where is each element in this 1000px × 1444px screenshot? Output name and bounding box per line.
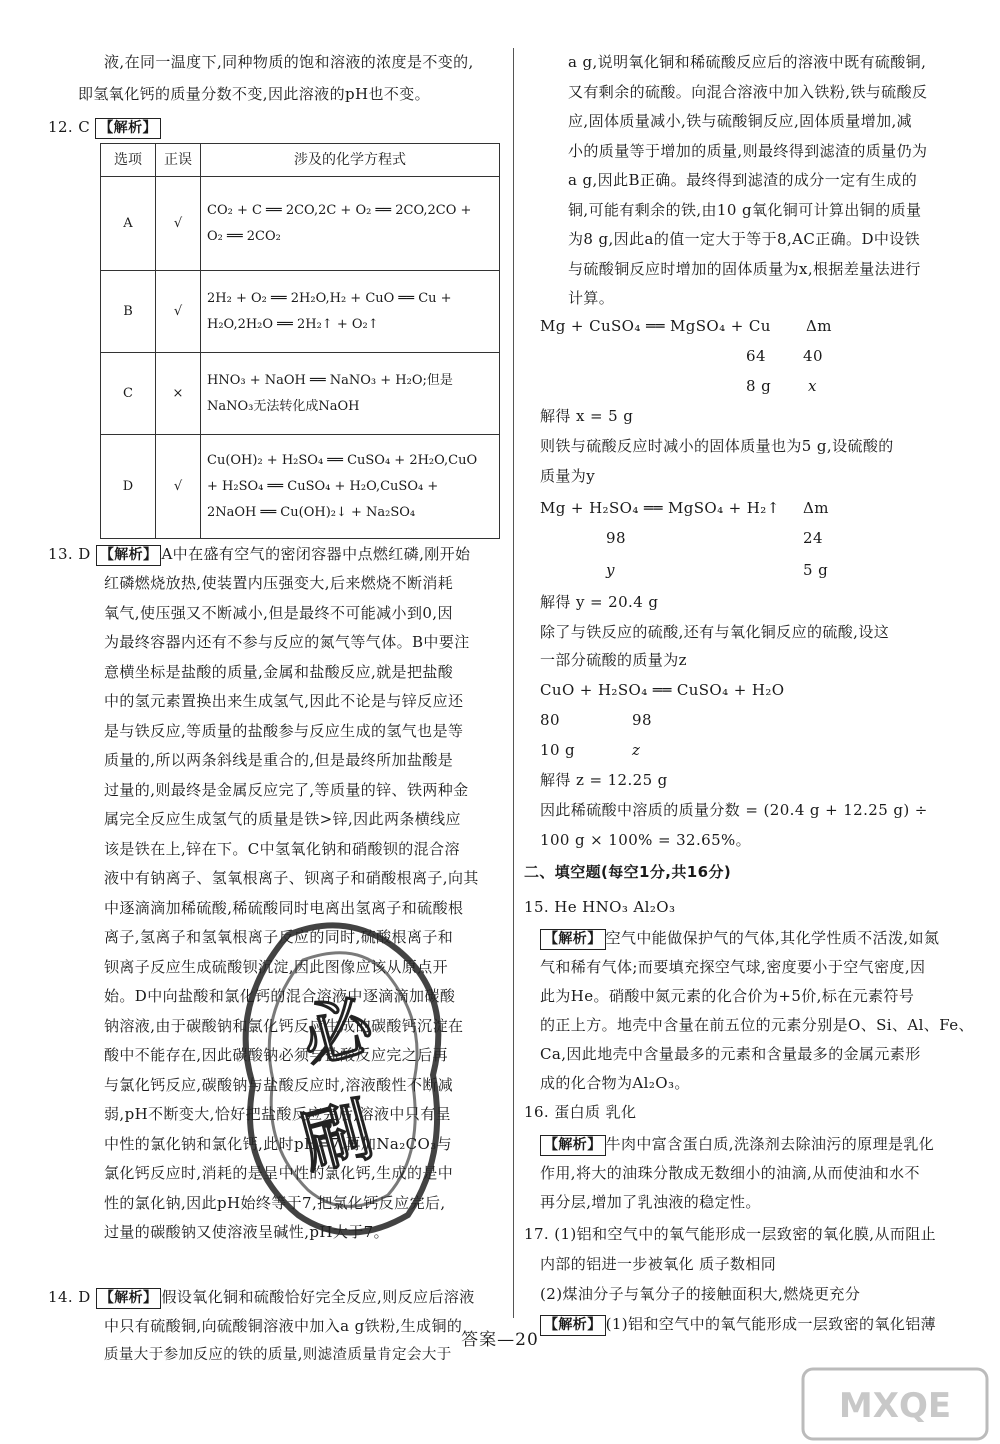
text-line: 弱,pH不断变大,恰好把盐酸反应完后,溶液中只有呈 (104, 1105, 451, 1123)
text-line: 中的氢元素置换出来生成氢气,因此不论是与锌反应还 (104, 692, 464, 710)
option-cell: A (101, 177, 156, 271)
value: x (808, 377, 817, 395)
text-line: 小的质量等于增加的质量,则最终得到滤渣的质量仍为 (568, 141, 928, 160)
svg-text:刷: 刷 (292, 1088, 382, 1186)
text-line: 液,在同一温度下,同种物质的饱和溶液的浓度是不变的, (104, 53, 474, 71)
value: z (632, 741, 641, 759)
question-number: 13. D (48, 545, 91, 563)
value: 80 (540, 711, 560, 729)
delta-m: Δm (806, 317, 832, 335)
text-line: 中性的氯化钠和氯化钙,此时pH=7,再加Na₂CO₃与 (104, 1134, 453, 1153)
text-line: a g,因此B正确。最终得到滤渣的成分一定有生成的 (568, 171, 918, 189)
equation-line: H₂O,2H₂O ══ 2H₂↑ + O₂↑ (207, 316, 379, 332)
text-line: 与氯化钙反应,碳酸钠与盐酸反应时,溶液酸性不断减 (104, 1075, 454, 1094)
text-line: 成的化合物为Al₂O₃。 (540, 1074, 690, 1092)
delta-m: Δm (803, 499, 829, 517)
value: 98 (606, 529, 626, 547)
text-line: 酸中不能存在,因此碳酸钠必须与盐酸反应完之后再 (104, 1046, 448, 1064)
text-line: 过量的碳酸钠又使溶液呈碱性,pH大于7。 (104, 1223, 389, 1241)
text-line: Ca,因此地壳中含量最多的元素和含量最多的金属元素形 (540, 1045, 921, 1063)
analysis-tag: 【解析】 (540, 929, 606, 950)
equation-1: Mg + CuSO₄ ══ MgSO₄ + Cu (540, 317, 771, 335)
question-15-analysis (540, 924, 939, 953)
equation-cell (201, 435, 500, 539)
solution: 解得 x = 5 g (540, 407, 634, 425)
equation-line: O₂ ══ 2CO₂ (207, 228, 281, 244)
text-line: 100 g × 100% = 32.65%。 (540, 831, 752, 849)
text-line: 空气中能做保护气的气体,其化学性质不活泼,如氮 (605, 929, 940, 947)
question-14 (48, 1283, 475, 1312)
question-16: 16. 蛋白质 乳化 (524, 1103, 637, 1121)
option-cell: B (101, 271, 156, 353)
value: 64 (746, 347, 766, 365)
equation-line: 2NaOH ══ Cu(OH)₂↓ + Na₂SO₄ (207, 504, 416, 520)
analysis-tag: 【解析】 (95, 118, 161, 139)
correct-cell: √ (156, 435, 201, 539)
question-number: 12. C (48, 118, 91, 136)
value: 5 g (803, 561, 829, 579)
equation-line: + H₂SO₄ ══ CuSO₄ + H₂O,CuSO₄ + (207, 478, 439, 494)
text-line: 计算。 (568, 289, 615, 307)
equation-3: CuO + H₂SO₄ ══ CuSO₄ + H₂O (540, 681, 785, 699)
page-number: 答案—20 (461, 1330, 539, 1350)
table-header: 涉及的化学方程式 (201, 144, 500, 177)
question-number: 14. D (48, 1288, 91, 1306)
text-line: 假设氧化铜和硫酸恰好完全反应,则反应后溶液 (161, 1288, 475, 1306)
value: 98 (632, 711, 652, 729)
text-line: 又有剩余的硫酸。向混合溶液中加入铁粉,铁与硫酸反 (568, 82, 928, 101)
equation-table (100, 143, 500, 539)
text-line: 红磷燃烧放热,使装置内压强变大,后来燃烧不断消耗 (104, 574, 454, 592)
text-line: (1)铝和空气中的氧气能形成一层致密的氧化铝薄 (605, 1315, 937, 1333)
value: 24 (803, 529, 823, 547)
question-13 (48, 540, 470, 569)
equation-line: NaNO₃无法转化成NaOH (207, 398, 360, 414)
text-line: 意横坐标是盐酸的质量,金属和盐酸反应,就是把盐酸 (104, 662, 454, 681)
equation-2: Mg + H₂SO₄ ══ MgSO₄ + H₂↑ (540, 499, 780, 517)
text-line: 中只有硫酸铜,向硫酸铜溶液中加入a g铁粉,生成铜的 (104, 1317, 463, 1335)
solution: 解得 y = 20.4 g (540, 593, 659, 611)
text-line: 此为He。硝酸中氮元素的化合价为+5价,标在元素符号 (540, 987, 915, 1005)
question-16-analysis (540, 1130, 934, 1159)
text-line: 再分层,增加了乳浊液的稳定性。 (540, 1193, 761, 1211)
analysis-tag: 【解析】 (540, 1315, 606, 1336)
analysis-tag: 【解析】 (540, 1135, 606, 1156)
equation-cell (201, 271, 500, 353)
text-line: 因此稀硫酸中溶质的质量分数 = (20.4 g + 12.25 g) ÷ (540, 801, 928, 819)
correct-cell: × (156, 353, 201, 435)
value: 8 g (746, 377, 772, 395)
text-line: 中逐滴滴加稀硫酸,稀硫酸同时电离出氢离子和硫酸根 (104, 898, 464, 917)
equation-line: Cu(OH)₂ + H₂SO₄ ══ CuSO₄ + 2H₂O,CuO (207, 452, 478, 468)
text-line: 钠溶液,由于碳酸钠和氯化钙反应生成的碳酸钙沉淀在 (104, 1016, 464, 1035)
value: 10 g (540, 741, 576, 759)
text-line: (2)煤油分子与氧分子的接触面积大,燃烧更充分 (540, 1285, 861, 1303)
option-cell: C (101, 353, 156, 435)
text-line: 液中有钠离子、氢氧根离子、钡离子和硝酸根离子,向其 (104, 869, 479, 887)
value: 40 (803, 347, 823, 365)
text-line: 氧气,使压强又不断减小,但是最终不可能减小到0,因 (104, 603, 453, 622)
equation-cell (201, 353, 500, 435)
text-line: 应,固体质量减小,铁与硫酸铜反应,固体质量增加,减 (568, 112, 913, 130)
question-15: 15. He HNO₃ Al₂O₃ (524, 898, 676, 916)
equation-cell (201, 177, 500, 271)
text-line: 内部的铝进一步被氧化 质子数相同 (540, 1255, 777, 1273)
solution: 解得 z = 12.25 g (540, 771, 668, 789)
text-line: A中在盛有空气的密闭容器中点燃红磷,刚开始 (161, 545, 471, 563)
text-line: 与硫酸铜反应时增加的固体质量为x,根据差量法进行 (568, 259, 921, 278)
text-line: 该是铁在上,锌在下。C中氢氧化钠和硝酸钡的混合溶 (104, 839, 460, 858)
text-line: 性的氯化钠,因此pH始终等于7,把氯化钙反应完后, (104, 1193, 446, 1212)
section-heading: 二、填空题(每空1分,共16分) (524, 863, 732, 881)
text-line: 氯化钙反应时,消耗的是呈中性的氯化钙,生成的是中 (104, 1164, 454, 1182)
svg-text:必: 必 (292, 983, 382, 1081)
question-17: 17. (1)铝和空气中的氧气能形成一层致密的氧化膜,从而阻止 (524, 1225, 937, 1243)
stamp-icon (228, 915, 458, 1245)
text-line: a g,说明氧化铜和稀硫酸反应后的溶液中既有硫酸铜, (568, 53, 927, 71)
text-line: 为8 g,因此a的值一定大于等于8,AC正确。D中设铁 (568, 230, 921, 248)
text-line: 为最终容器内还有不参与反应的氮气等气体。B中要注 (104, 633, 470, 651)
text-line: 即氢氧化钙的质量分数不变,因此溶液的pH也不变。 (78, 85, 431, 103)
text-line: 的正上方。地壳中含量在前五位的元素分别是O、Si、Al、Fe、 (540, 1016, 974, 1034)
option-cell: D (101, 435, 156, 539)
table-header: 正误 (156, 144, 201, 177)
text-line: 铜,可能有剩余的铁,由10 g氧化铜可计算出铜的质量 (568, 200, 922, 219)
column-divider (513, 48, 514, 1318)
text-line: 一部分硫酸的质量为z (540, 651, 687, 669)
text-line: 是与铁反应,等质量的盐酸参与反应生成的氢气也是等 (104, 721, 464, 740)
equation-line: CO₂ + C ══ 2CO,2C + O₂ ══ 2CO,2CO + (207, 202, 472, 218)
correct-cell: √ (156, 271, 201, 353)
text-line: 始。D中向盐酸和氯化钙的混合溶液中逐滴滴加碳酸 (104, 987, 456, 1005)
text-line: 作用,将大的油珠分散成无数细小的油滴,从而使油和水不 (540, 1164, 920, 1182)
table-header: 选项 (101, 144, 156, 177)
correct-cell: √ (156, 177, 201, 271)
text-line: 钡离子反应生成硫酸钡沉淀,因此图像应该从原点开 (104, 957, 448, 976)
question-12 (48, 113, 161, 142)
text-line: 质量为y (540, 467, 596, 485)
equation-line: HNO₃ + NaOH ══ NaNO₃ + H₂O;但是 (207, 372, 453, 388)
analysis-tag: 【解析】 (96, 1288, 162, 1309)
text-line: 质量的,所以两条斜线是重合的,但是最终所加盐酸是 (104, 751, 454, 769)
equation-line: 2H₂ + O₂ ══ 2H₂O,H₂ + CuO ══ Cu + (207, 290, 452, 306)
text-line: 离子,氢离子和氢氧根离子反应的同时,硫酸根离子和 (104, 928, 454, 946)
text-line: 质量大于参加反应的铁的质量,则滤渣质量肯定会大于 (104, 1347, 452, 1363)
text-line: 属完全反应生成氢气的质量是铁>锌,因此两条横线应 (104, 810, 461, 828)
watermark-logo-icon (795, 1365, 995, 1443)
text-line: 除了与铁反应的硫酸,还有与氧化铜反应的硫酸,设这 (540, 623, 890, 641)
text-line: 过量的,则最终是金属反应完了,等质量的锌、铁两种金 (104, 780, 469, 799)
analysis-tag: 【解析】 (96, 545, 162, 566)
value: y (606, 561, 615, 579)
text-line: 则铁与硫酸反应时减小的固体质量也为5 g,设硫酸的 (540, 437, 894, 455)
text-line: 牛肉中富含蛋白质,洗涤剂去除油污的原理是乳化 (605, 1135, 935, 1153)
svg-text:MXQE: MXQE (838, 1386, 952, 1426)
text-line: 气和稀有气体;而要填充探空气球,密度要小于空气密度,因 (540, 958, 926, 976)
